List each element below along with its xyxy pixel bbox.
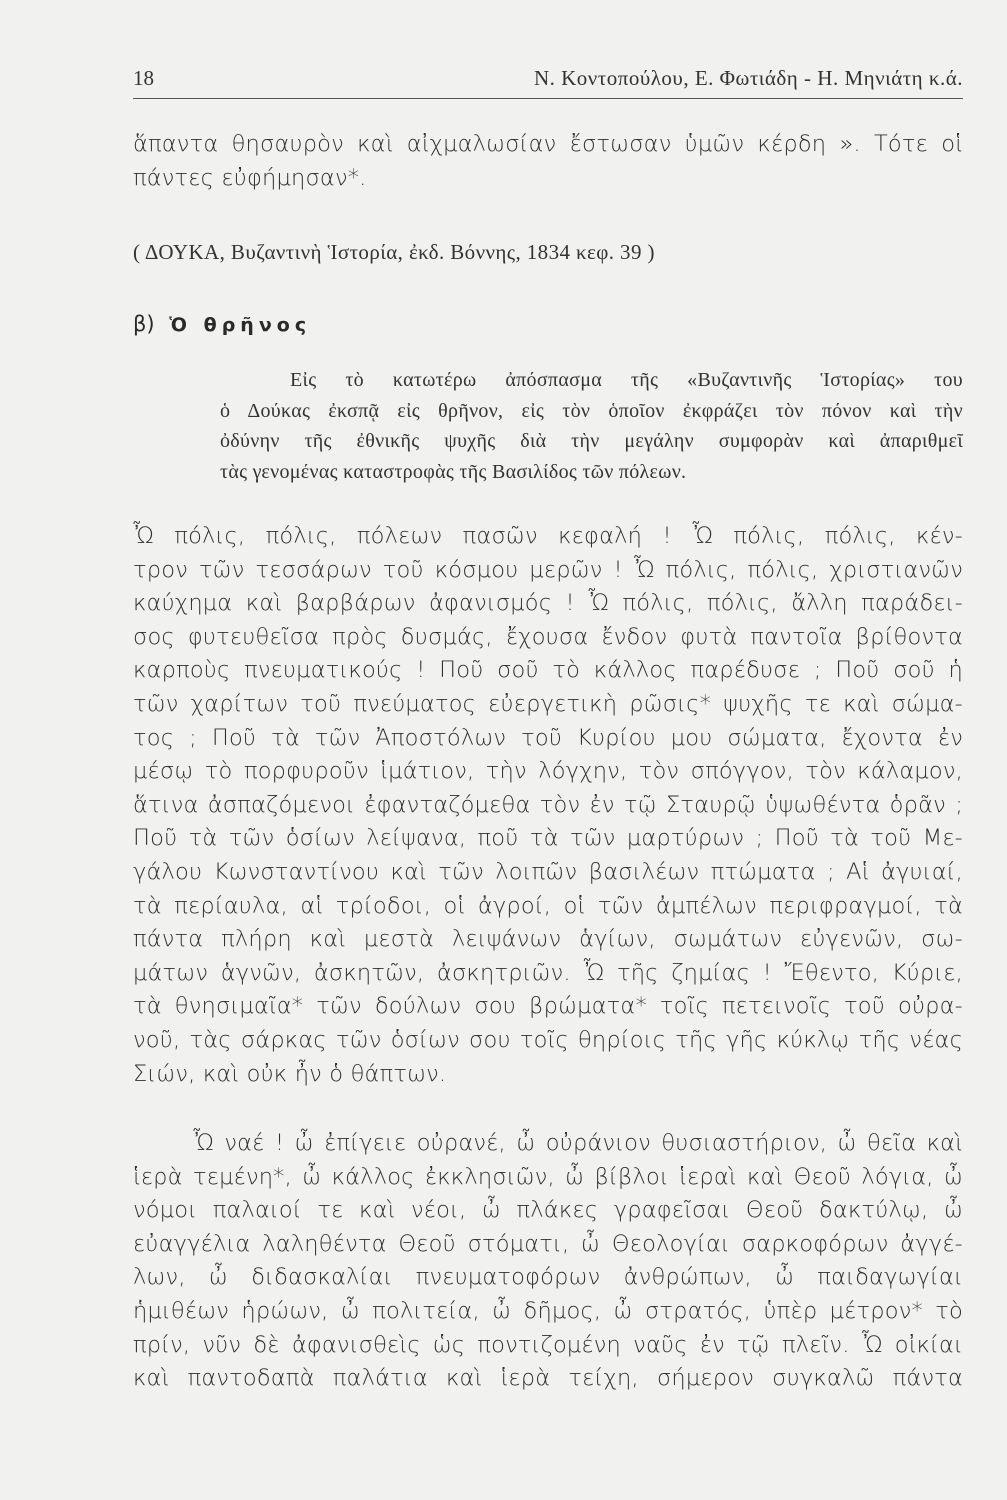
- text-line: Εἰς τὸ κατωτέρω ἀπόσπασμα τῆς «Βυζαντινῆς Ἱστορίας» του: [290, 369, 963, 391]
- header-rule: [133, 98, 963, 99]
- text-line: ἱερὰ τεμένη*, ὦ κάλλος ἐκκλησιῶν, ὦ βίβλοι ἱεραὶ καὶ Θεοῦ λόγια, ὦ: [133, 1163, 963, 1190]
- text-line: νοῦ, τὰς σάρκας τῶν ὁσίων σου τοῖς θηρίοις τῆς γῆς κύκλῳ τῆς νέας: [133, 1026, 963, 1053]
- text-line: ἅτινα ἀσπαζόμενοι ἐφανταζόμεθα τὸν ἐν τῷ Σταυρῷ ὑψωθέντα ὁρᾶν ;: [133, 791, 963, 818]
- text-line: μάτων ἁγνῶν, ἀσκητῶν, ἀσκητριῶν. Ὦ τῆς ζημίας ! Ἔθεντο, Κύριε,: [133, 959, 963, 986]
- text-line: λων, ὦ διδασκαλίαι πνευματοφόρων ἀνθρώπων, ὦ παιδαγωγίαι: [133, 1264, 963, 1291]
- text-line: τῶν χαρίτων τοῦ πνεύματος εὐεργετικὴ ρῶσις* ψυχῆς τε καὶ σώμα-: [133, 690, 963, 717]
- text-line: πάντες εὐφήμησαν*.: [133, 164, 367, 191]
- page-number: 18: [133, 66, 154, 90]
- text-line: καὶ παντοδαπὰ παλάτια καὶ ἱερὰ τείχη, σήμερον συγκαλῶ πάντα: [133, 1365, 963, 1392]
- text-line: τὰ περίαυλα, αἱ τρίοδοι, οἱ ἀγροί, οἱ τῶν ἀμπέλων περιφραγμοί, τὰ: [133, 892, 963, 919]
- text-line: ἡμιθέων ἡρώων, ὦ πολιτεία, ὦ δῆμος, ὦ στρατός, ὑπὲρ μέτρον* τὸ: [133, 1297, 963, 1324]
- text-line: μέσῳ τὸ πορφυροῦν ἱμάτιον, τὴν λόγχην, τὸν σπόγγον, τὸν κάλαμον,: [133, 758, 963, 785]
- lament-city-paragraph: [133, 520, 963, 1091]
- text-line: Σιών, καὶ οὐκ ἦν ὁ θάπτων.: [133, 1060, 447, 1087]
- text-line: τὰς γενομένας καταστροφὰς τῆς Βασιλίδος τῶν πόλεων.: [220, 460, 687, 483]
- text-line: τος ; Ποῦ τὰ τῶν Ἀποστόλων τοῦ Κυρίου μου σώματα, ἔχοντα ἐν: [133, 724, 963, 751]
- text-line: ὁ Δούκας ἐκσπᾷ εἰς θρῆνον, εἰς τὸν ὁποῖον ἐκφράζει τὸν πόνον καὶ τὴν: [220, 399, 963, 422]
- opening-paragraph: [133, 128, 963, 195]
- text-line: εὐαγγέλια λαληθέντα Θεοῦ στόματι, ὦ Θεολογίαι σαρκοφόρων ἀγγέ-: [133, 1230, 963, 1257]
- text-line: Ὦ πόλις, πόλις, πόλεων πασῶν κεφαλή ! Ὦ πόλις, πόλις, κέν-: [133, 523, 963, 549]
- section-label: β): [133, 312, 155, 336]
- text-line: πρίν, νῦν δὲ ἀφανισθεὶς ὡς ποντιζομένη ναῦς ἐν τῷ πλεῖν. Ὦ οἰκίαι: [133, 1331, 963, 1358]
- intro-paragraph: [220, 365, 963, 487]
- running-head-authors: Ν. Κοντοπούλου, Ε. Φωτιάδη - Η. Μηνιάτη κ.ά.: [533, 66, 963, 90]
- text-line: καύχημα καὶ βαρβάρων ἀφανισμός ! Ὦ πόλις, πόλις, ἄλλη παράδει-: [133, 590, 963, 617]
- section-title: Ὁ θρῆνος: [169, 314, 312, 336]
- section-heading: [133, 312, 311, 336]
- text-line: σος φυτευθεῖσα πρὸς δυσμάς, ἔχουσα ἔνδον φυτὰ παντοῖα βρίθοντα: [133, 623, 963, 650]
- text-line: τρον τῶν τεσσάρων τοῦ κόσμου μερῶν ! Ὦ πόλις, πόλις, χριστιανῶν: [133, 556, 963, 583]
- text-line: πάντα πλήρη καὶ μεστὰ λειψάνων ἁγίων, σωμάτων εὐγενῶν, σω-: [133, 926, 963, 953]
- text-line: καρποὺς πνευματικούς ! Ποῦ σοῦ τὸ κάλλος παρέδυσε ; Ποῦ σοῦ ἡ: [133, 657, 963, 684]
- text-line: Ποῦ τὰ τῶν ὁσίων λείψανα, ποῦ τὰ τῶν μαρτύρων ; Ποῦ τὰ τοῦ Με-: [133, 825, 963, 852]
- text-line: τὰ θνησιμαῖα* τῶν δούλων σου βρώματα* τοῖς πετεινοῖς τοῦ οὐρα-: [133, 993, 963, 1020]
- text-line: γάλου Κωνσταντίνου καὶ τῶν λοιπῶν βασιλέων πτώματα ; Αἱ ἀγυιαί,: [133, 858, 963, 885]
- text-line: νόμοι παλαιοί τε καὶ νέοι, ὦ πλάκες γραφεῖσαι Θεοῦ δακτύλῳ, ὦ: [133, 1197, 963, 1224]
- source-citation: ( ΔΟΥΚΑ, Βυζαντινὴ Ἱστορία, ἐκδ. Βόννης, 1834 κεφ. 39 ): [133, 240, 655, 264]
- text-line: ὀδύνην τῆς ἐθνικῆς ψυχῆς διὰ τὴν μεγάλην συμφορὰν καὶ ἀπαριθμεῖ: [220, 430, 963, 452]
- lament-temple-paragraph: [133, 1127, 963, 1396]
- text-line: ἅπαντα θησαυρὸν καὶ αἰχμαλωσίαν ἔστωσαν ὑμῶν κέρδη ». Τότε οἱ: [133, 131, 963, 157]
- text-line: Ὦ ναέ ! ὦ ἐπίγειε οὐρανέ, ὦ οὐράνιον θυσιαστήριον, ὦ θεῖα καὶ: [193, 1130, 963, 1156]
